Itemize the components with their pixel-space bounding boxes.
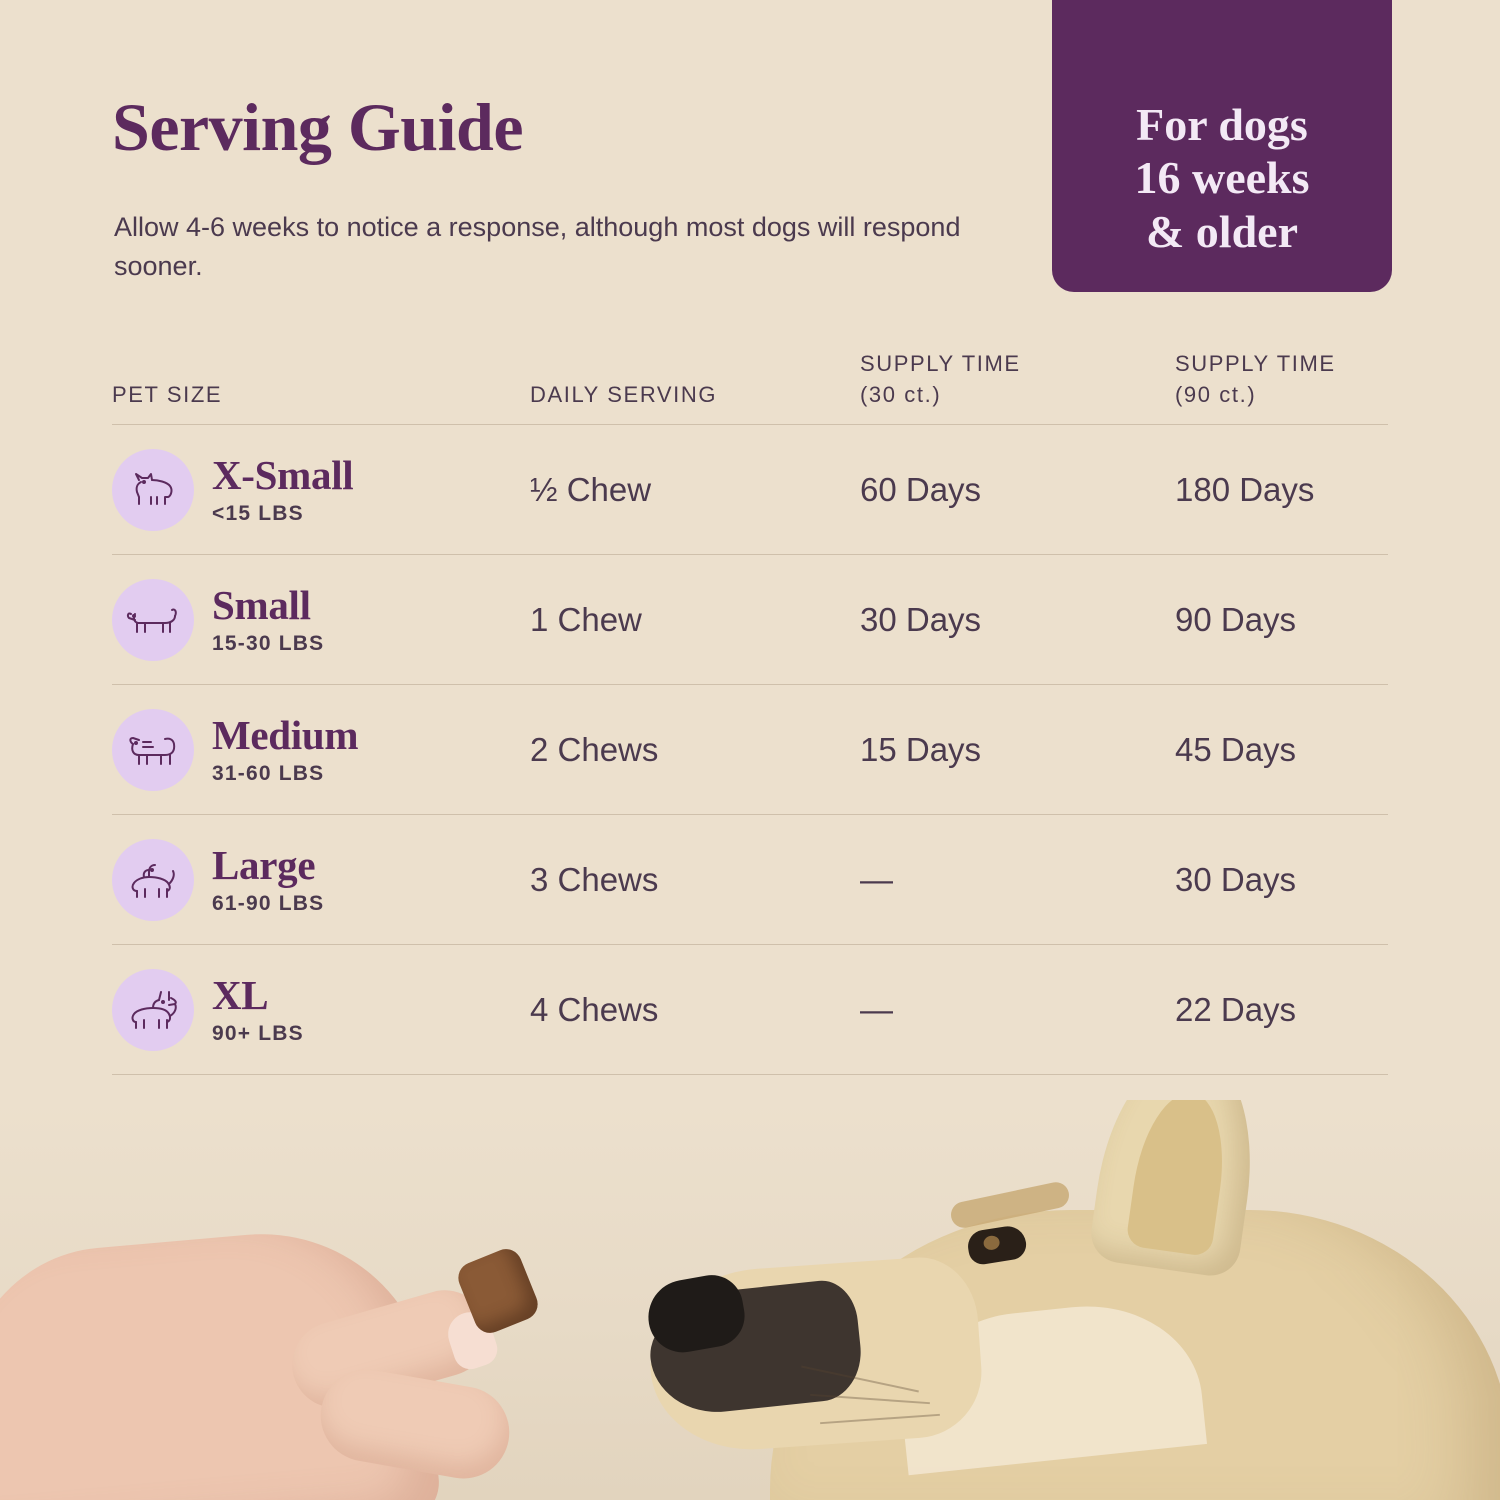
serving-table [112,348,1388,1075]
pet-size-cell [112,449,530,531]
supply-30-value: — [860,990,893,1028]
pet-size-text [212,712,359,786]
pet-size-weight: 90+ LBS [212,1022,304,1046]
table-row [112,555,1388,685]
column-header-pet-size [112,379,530,410]
pet-size-weight: 31-60 LBS [212,762,325,786]
age-badge-line-3: & older [1145,205,1298,257]
supply-30-value: — [860,860,893,898]
table-row [112,685,1388,815]
column-header-supply-30-sublabel: (30 ct.) [860,382,942,408]
dachshund-icon [112,579,194,661]
column-header-supply-90 [1175,348,1388,410]
daily-serving-value: ½ Chew [530,470,652,508]
pet-size-text [212,452,354,526]
supply-30-value: 30 Days [860,600,982,638]
column-header-daily-serving-label: DAILY SERVING [530,382,718,408]
page-subtitle: Allow 4-6 weeks to notice a response, although most dogs will respond sooner. [114,212,961,281]
pet-size-cell [112,969,530,1051]
hand-holding-chew [0,1200,580,1500]
pet-size-text [212,972,304,1046]
column-header-supply-90-label: SUPPLY TIME [1175,351,1336,376]
pet-size-weight: 15-30 LBS [212,632,325,656]
supply-90-value: 30 Days [1175,860,1297,898]
bulldog-icon [112,709,194,791]
pet-size-text [212,582,325,656]
supply-90-value: 90 Days [1175,600,1297,638]
chihuahua-icon [112,449,194,531]
pet-size-name: XL [212,972,269,1019]
supply-30-value: 60 Days [860,470,982,508]
pet-size-name: Small [212,582,311,629]
column-header-supply-30 [860,348,1175,410]
age-badge [1052,0,1392,292]
pet-size-cell [112,839,530,921]
retriever-icon [112,839,194,921]
daily-serving-value: 3 Chews [530,860,659,898]
pet-size-text [212,842,325,916]
pet-size-cell [112,709,530,791]
doberman-icon [112,969,194,1051]
table-row [112,425,1388,555]
daily-serving-value: 1 Chew [530,600,642,638]
column-header-supply-90-sublabel: (90 ct.) [1175,382,1257,408]
daily-serving-value: 4 Chews [530,990,659,1028]
pet-size-cell [112,579,530,661]
table-row [112,945,1388,1075]
column-header-supply-30-label: SUPPLY TIME [860,351,1021,376]
pet-size-name: Large [212,842,316,889]
age-badge-line-2: 16 weeks [1134,152,1310,204]
pet-size-name: Medium [212,712,359,759]
product-photo [0,1100,1500,1500]
table-row [112,815,1388,945]
pet-size-name: X-Small [212,452,354,499]
column-header-pet-size-label: PET SIZE [112,382,223,408]
daily-serving-value: 2 Chews [530,730,659,768]
supply-90-value: 45 Days [1175,730,1297,768]
supply-90-value: 22 Days [1175,990,1297,1028]
age-badge-line-1: For dogs [1136,98,1308,150]
dog-photo [650,1100,1500,1500]
pet-size-weight: <15 LBS [212,502,304,526]
table-header-row [112,348,1388,425]
column-header-daily-serving [530,379,860,410]
supply-90-value: 180 Days [1175,470,1315,508]
pet-size-weight: 61-90 LBS [212,892,325,916]
supply-30-value: 15 Days [860,730,982,768]
page-title: Serving Guide [112,89,523,165]
